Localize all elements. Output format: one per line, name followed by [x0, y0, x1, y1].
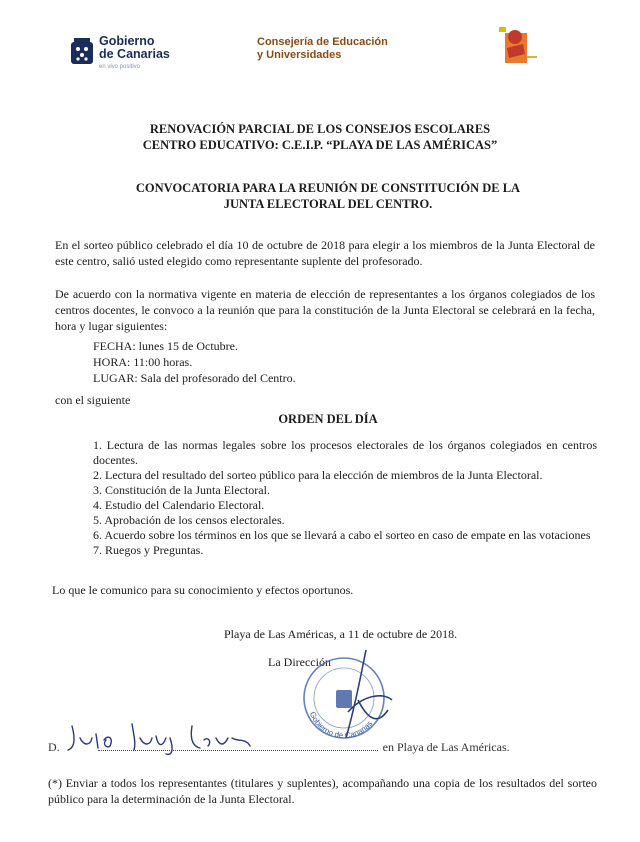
- logo-name-line1: Gobierno: [99, 34, 155, 48]
- orden-del-dia-heading: ORDEN DEL DÍA: [278, 412, 378, 426]
- coat-of-arms-icon: [70, 36, 94, 66]
- lugar-line: LUGAR: Sala del profesorado del Centro.: [93, 371, 296, 385]
- signature-line: [48, 740, 510, 755]
- logo-subtitle: en vivo positivo: [99, 64, 141, 70]
- agenda-item: 3. Constitución de la Junta Electoral.: [93, 483, 270, 497]
- agenda-item: 2. Lectura del resultado del sorteo público para la elección de miembros de la Junta Electoral.: [93, 468, 543, 482]
- place-date: Playa de Las Américas, a 11 de octubre de 2018.: [224, 627, 458, 641]
- gobierno-de-canarias-logo: [70, 34, 170, 74]
- signature-prefix: D.: [48, 740, 60, 754]
- title-line2: CENTRO EDUCATIVO: C.E.I.P. “PLAYA DE LAS AMÉRICAS”: [142, 138, 498, 152]
- signature-name: [63, 751, 93, 752]
- hora-line: HORA: 11:00 horas.: [93, 355, 193, 369]
- consejeria-line2: y Universidades: [257, 49, 342, 61]
- convocatoria-heading: [0, 180, 640, 212]
- education-logo-icon: [493, 24, 543, 66]
- stamp-text: Gobierno de Canarias: [307, 710, 375, 741]
- consejeria-line1: Consejería de Educación: [257, 36, 388, 48]
- agenda-item: 6. Acuerdo sobre los términos en los que se llevará a cabo el sorteo en caso de empate en las votaciones: [93, 528, 591, 542]
- title-line1: RENOVACIÓN PARCIAL DE LOS CONSEJOS ESCOLARES: [149, 122, 491, 136]
- convocatoria-line2: JUNTA ELECTORAL DEL CENTRO.: [223, 197, 433, 211]
- dotted-line: [98, 741, 378, 751]
- agenda-item: 4. Estudio del Calendario Electoral.: [93, 498, 265, 512]
- agenda-item: 1. Lectura de las normas legales sobre los procesos electorales de los órganos colegiados en centros docentes.: [93, 438, 597, 467]
- signature-suffix: en Playa de Las Américas.: [382, 740, 510, 754]
- agenda-list: [93, 438, 597, 558]
- footnote: (*) Enviar a todos los representantes (titulares y suplentes), acompañando una copia de los resultados del sorteo público para la determinación de la Junta Electoral.: [48, 776, 597, 806]
- direccion-label: La Dirección: [268, 655, 331, 669]
- consejeria-heading: [257, 36, 388, 62]
- fecha-line: FECHA: lunes 15 de Octubre.: [93, 339, 238, 353]
- agenda-item: 7. Ruegos y Preguntas.: [93, 543, 204, 557]
- meeting-details: [93, 338, 296, 386]
- document-title: [0, 121, 640, 153]
- normativa-paragraph: De acuerdo con la normativa vigente en materia de elección de representantes a los órganos colegiados de los centros docentes, le convoco a la reunión que para la constitución de la Junta Electoral se celebrará en la fecha, hora y lugar siguientes:: [55, 287, 595, 333]
- sorteo-paragraph: En el sorteo público celebrado el día 10 de octubre de 2018 para elegir a los miembros de la Junta Electoral de este centro, salió usted elegido como representante suplente del profesorado.: [55, 238, 595, 268]
- convocatoria-line1: CONVOCATORIA PARA LA REUNIÓN DE CONSTITUCIÓN DE LA: [135, 181, 521, 195]
- logo-name-line2: de Canarias: [99, 47, 170, 61]
- con-siguiente-text: con el siguiente: [55, 393, 131, 407]
- agenda-item: 5. Aprobación de los censos electorales.: [93, 513, 285, 527]
- official-stamp: [288, 640, 398, 750]
- closing-text: Lo que le comunico para su conocimiento y efectos oportunos.: [52, 583, 354, 597]
